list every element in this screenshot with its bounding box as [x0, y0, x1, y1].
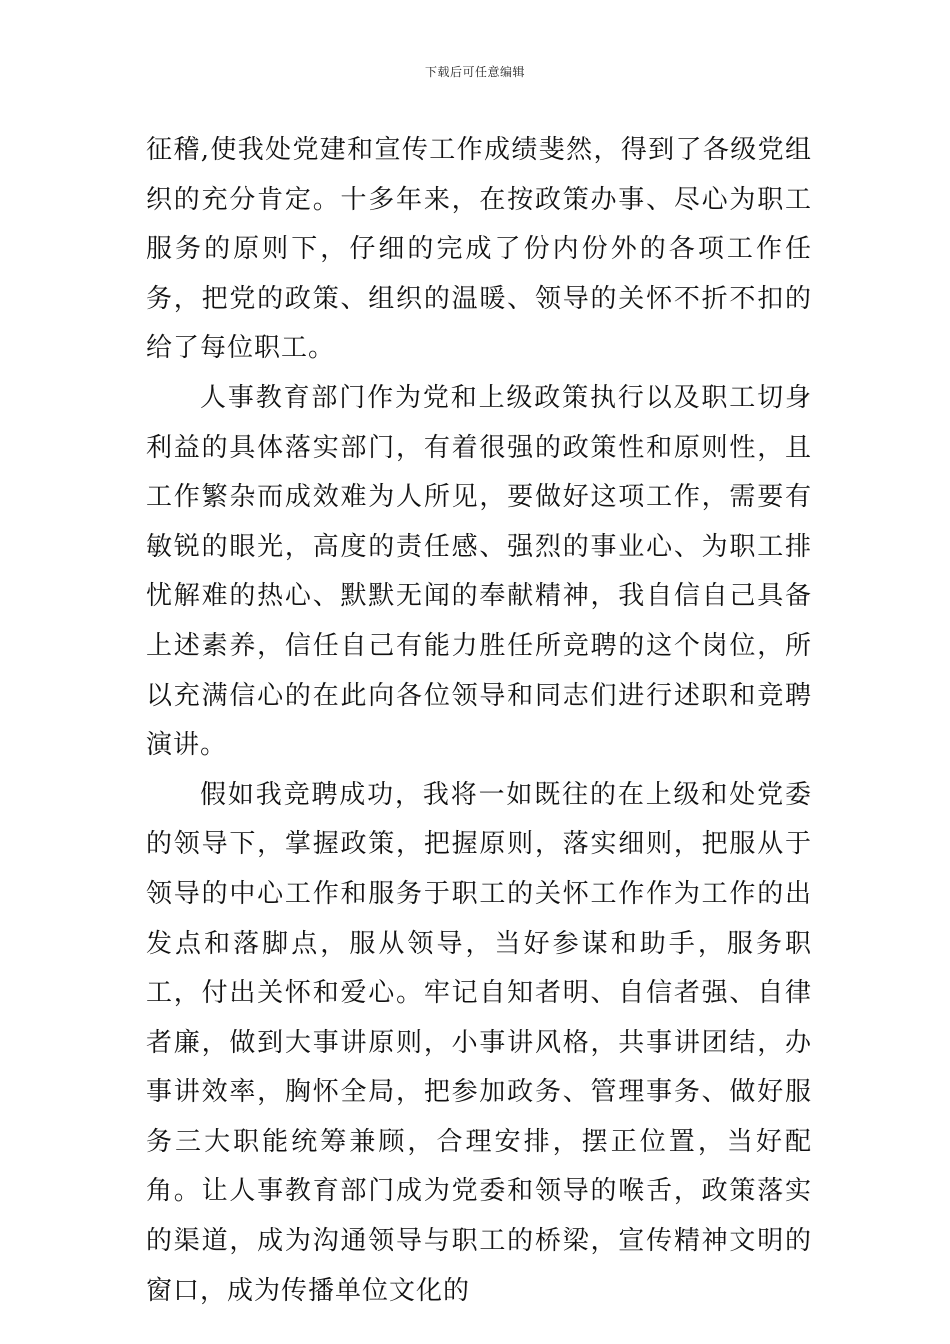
paragraph-continuation: 征稽,使我处党建和宣传工作成绩斐然，得到了各级党组织的充分肯定。十多年来，在按政策办事、尽心为职工服务的原则下，仔细的完成了份内份外的各项工作任务，把党的政策、组织的温暖、领导的关怀不折不扣的给了每位职工。 [146, 135, 812, 364]
paragraph-commitment: 假如我竞聘成功，我将一如既往的在上级和处党委的领导下，掌握政策，把握原则，落实细则，把服从于领导的中心工作和服务于职工的关怀工作作为工作的出发点和落脚点，服从领导，当好参谋和助手，服务职工，付出关怀和爱心。牢记自知者明、自信者强、自律者廉，做到大事讲原则，小事讲风格，共事讲团结，办事讲效率，胸怀全局，把参加政务、管理事务、做好服务三大职能统筹兼顾，合理安排，摆正位置，当好配角。让人事教育部门成为党委和领导的喉舌，政策落实的渠道，成为沟通领导与职工的桥梁，宣传精神文明的窗口，成为传播单位文化的 [146, 779, 812, 1306]
page-header: 下载后可任意编辑 [424, 65, 525, 79]
paragraph-department-role: 人事教育部门作为党和上级政策执行以及职工切身利益的具体落实部门，有着很强的政策性和原则性，且工作繁杂而成效难为人所见，要做好这项工作，需要有敏锐的眼光，高度的责任感、强烈的事业心、为职工排忧解难的热心、默默无闻的奉献精神，我自信自己具备上述素养，信任自己有能力胜任所竞聘的这个岗位，所以充满信心的在此向各位领导和同志们进行述职和竞聘演讲。 [146, 382, 812, 761]
document-body [146, 126, 812, 1316]
